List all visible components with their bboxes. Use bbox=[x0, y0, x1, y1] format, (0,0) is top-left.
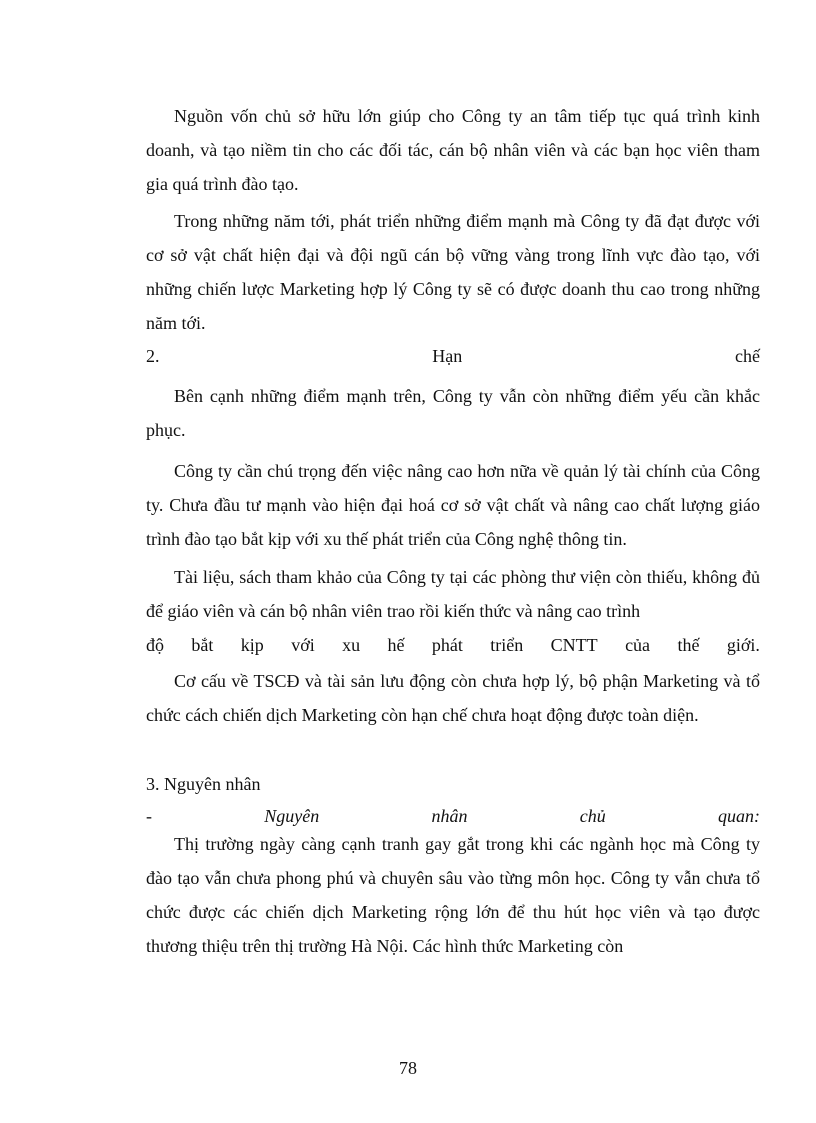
library-word: độ bbox=[146, 635, 164, 655]
library-word: phát bbox=[431, 635, 463, 655]
heading-limitations-number: 2. bbox=[146, 346, 160, 366]
paragraph-library: Tài liệu, sách tham khảo của Công ty tại các phòng thư viện còn thiếu, không đủ để giáo viên và cán bộ nhân viên trao rồi kiến thức và nâng cao trình bbox=[146, 567, 760, 621]
library-word: CNTT bbox=[550, 635, 598, 655]
library-word: triển bbox=[490, 635, 524, 655]
library-word: với bbox=[291, 635, 315, 655]
library-word: thế bbox=[677, 635, 700, 655]
paragraph-weaknesses: Bên cạnh những điểm mạnh trên, Công ty vẫn còn những điểm yếu cần khắc phục. bbox=[146, 386, 760, 440]
heading-limitations bbox=[146, 339, 760, 373]
library-word: xu bbox=[342, 635, 361, 655]
library-word: giới. bbox=[726, 635, 760, 655]
paragraph-finance: Công ty cần chú trọng đến việc nâng cao hơn nữa về quản lý tài chính của Công ty. Chưa đầu tư mạnh vào hiện đại hoá cơ sở vật chất và nâng cao chất lượng giáo trình đào tạo bắt kịp với xu thế phát triển của Công nghệ thông tin. bbox=[146, 461, 760, 549]
paragraph-library-last-line bbox=[146, 628, 760, 662]
paragraph-equity: Nguồn vốn chủ sở hữu lớn giúp cho Công ty an tâm tiếp tục quá trình kinh doanh, và tạo niềm tin cho các đối tác, cán bộ nhân viên và các bạn học viên tham gia quá trình đào tạo. bbox=[146, 106, 760, 194]
heading-limitations-word-2: chế bbox=[735, 346, 760, 366]
subheading-dash: - bbox=[146, 806, 152, 826]
heading-limitations-word-1: Hạn bbox=[432, 346, 463, 366]
heading-causes: 3. Nguyên nhân bbox=[146, 774, 261, 794]
paragraph-competition: Thị trường ngày càng cạnh tranh gay gắt trong khi các ngành học mà Công ty đào tạo vẫn chưa phong phú và chuyên sâu vào từng môn học. Công ty vẫn chưa tổ chức được các chiến dịch Marketing rộng lớn để thu hút học viên và tạo được thương thiệu trên thị trường Hà Nội. Các hình thức Marketing còn bbox=[146, 834, 760, 956]
subheading-word: chủ bbox=[579, 806, 606, 826]
subheading-word: nhân bbox=[431, 806, 468, 826]
library-word: bắt bbox=[191, 635, 214, 655]
subheading-word: quan: bbox=[717, 806, 760, 826]
library-word: kịp bbox=[240, 635, 264, 655]
library-word: hế bbox=[387, 635, 405, 655]
library-word: của bbox=[625, 635, 651, 655]
subheading-word: Nguyên bbox=[264, 806, 320, 826]
paragraph-future-growth: Trong những năm tới, phát triển những điểm mạnh mà Công ty đã đạt được với cơ sở vật chất hiện đại và đội ngũ cán bộ vững vàng trong lĩnh vực đào tạo, với những chiến lược Marketing hợp lý Công ty sẽ có được doanh thu cao trong những năm tới. bbox=[146, 211, 760, 333]
page-number: 78 bbox=[399, 1058, 417, 1078]
paragraph-assets: Cơ cấu về TSCĐ và tài sản lưu động còn chưa hợp lý, bộ phận Marketing và tổ chức cách chiến dịch Marketing còn hạn chế chưa hoạt động được toàn diện. bbox=[146, 671, 760, 725]
